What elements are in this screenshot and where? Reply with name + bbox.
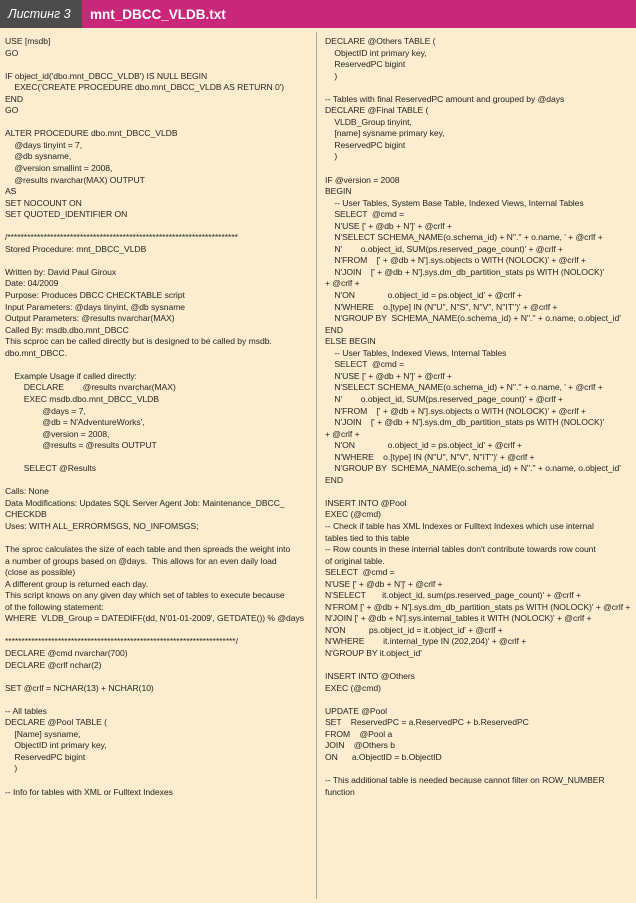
code-line: N'GROUP BY SCHEMA_NAME(o.schema_id) + N''.'' + o.name, o.object_id' — [325, 313, 621, 324]
code-line: DECLARE @results nvarchar(MAX) — [5, 382, 176, 393]
code-line: FROM @Pool a — [325, 728, 393, 739]
code-line: [name] sysname primary key, — [325, 128, 445, 139]
code-line: ) — [5, 763, 18, 774]
code-line: N'SELECT it.object_id, sum(ps.reserved_page_count)' + @crlf + — [325, 590, 581, 601]
code-line: DECLARE @crlf nchar(2) — [5, 659, 102, 670]
code-line — [5, 533, 312, 545]
code-line — [325, 82, 633, 94]
code-line: N'SELECT SCHEMA_NAME(o.schema_id) + N''.'' + o.name, ' + @crlf + — [325, 232, 603, 243]
code-line: EXEC (@cmd) — [325, 682, 381, 693]
code-line: DECLARE @Final TABLE ( — [325, 105, 429, 116]
code-line: @results nvarchar(MAX) OUTPUT — [5, 174, 145, 185]
code-line: -- This additional table is needed because cannot filter on ROW_NUMBER — [325, 775, 605, 785]
code-column-right — [317, 28, 636, 903]
code-line: END — [5, 93, 23, 104]
code-line: @db = N'AdventureWorks', — [5, 417, 145, 428]
code-line: This scproc can be called directly but is designed to be called by msdb. — [5, 336, 272, 347]
code-line: GO — [5, 105, 19, 116]
code-line: N'JOIN [' + @db + N'].sys.internal_tables it WITH (NOLOCK)' + @crlf + — [325, 613, 592, 624]
code-line: -- Info for tables with XML or Fulltext Indexes — [5, 786, 173, 797]
code-line: SET ReservedPC = a.ReservedPC + b.ReservedPC — [325, 717, 529, 728]
code-line: -- All tables — [5, 705, 47, 716]
code-line: Calls: None — [5, 486, 49, 497]
code-line — [5, 475, 312, 487]
code-line: This script knows on any given day which set of tables to execute because — [5, 590, 285, 601]
code-line: ON a.ObjectID = b.ObjectID — [325, 751, 442, 762]
code-line — [5, 255, 312, 267]
code-line: @days = 7, — [5, 405, 86, 416]
code-line: END — [325, 474, 343, 485]
code-line: END — [325, 324, 343, 335]
code-line: AS — [5, 186, 17, 197]
code-line: The sproc calculates the size of each table and then spreads the weight into — [5, 544, 291, 555]
code-line: N'GROUP BY it.object_id' — [325, 647, 422, 658]
code-line: Uses: WITH ALL_ERRORMSGS, NO_INFOMSGS; — [5, 520, 199, 531]
code-line: USE [msdb] — [5, 36, 51, 46]
code-line: DECLARE @cmd nvarchar(700) — [5, 647, 128, 658]
code-line: of the following statement: — [5, 601, 104, 612]
code-line — [5, 694, 312, 706]
listing-filename: mnt_DBCC_VLDB.txt — [90, 6, 226, 22]
code-line: INSERT INTO @Pool — [325, 497, 407, 508]
code-line — [5, 671, 312, 683]
listing-body — [0, 28, 636, 903]
code-line: of original table. — [325, 555, 385, 566]
code-line: N'WHERE it.internal_type IN (202,204)' + @crlf + — [325, 636, 527, 647]
code-line: function — [325, 786, 355, 797]
code-line: SELECT @Results — [5, 463, 96, 474]
code-line: N'JOIN [' + @db + N'].sys.dm_db_partition_stats ps WITH (NOLOCK)' — [325, 417, 605, 428]
code-line: SELECT @cmd = — [325, 209, 405, 220]
code-line: Stored Procedure: mnt_DBCC_VLDB — [5, 243, 147, 254]
code-line: N'ON o.object_id = ps.object_id' + @crlf + — [325, 440, 523, 451]
code-line: ) — [325, 151, 338, 162]
code-line: GO — [5, 47, 19, 58]
code-line: + @crlf + — [325, 428, 360, 439]
code-line: ALTER PROCEDURE dbo.mnt_DBCC_VLDB — [5, 128, 178, 139]
code-line: SET @crlf = NCHAR(13) + NCHAR(10) — [5, 682, 154, 693]
code-line: ReservedPC bigint — [5, 751, 86, 762]
code-line: ) — [325, 70, 338, 81]
code-line: N'WHERE o.[type] IN (N''U'', N''V'', N''IT'')' + @crlf + — [325, 451, 535, 462]
code-line — [325, 486, 633, 498]
code-line: tables tied to this table — [325, 532, 410, 543]
code-line: ReservedPC bigint — [325, 59, 406, 70]
code-line: **********************************************************************/ — [5, 636, 238, 647]
code-line — [325, 660, 633, 672]
code-line: EXEC (@cmd) — [325, 509, 381, 520]
code-line: JOIN @Others b — [325, 740, 395, 751]
code-line: SET QUOTED_IDENTIFIER ON — [5, 209, 128, 220]
code-line: Output Parameters: @results nvarchar(MAX) — [5, 313, 175, 324]
code-line: N'WHERE o.[type] IN (N''U'', N''S'', N''V'', N''IT'')' + @crlf + — [325, 301, 558, 312]
code-line: @days tinyint = 7, — [5, 139, 83, 150]
code-line: Called By: msdb.dbo.mnt_DBCC — [5, 324, 129, 335]
listing-number-tag: Листинг 3 — [0, 0, 82, 28]
code-line: IF @version = 2008 — [325, 174, 400, 185]
code-line — [5, 452, 312, 464]
code-line: ObjectID int primary key, — [5, 740, 107, 751]
code-line: N'USE [' + @db + N']' + @crlf + — [325, 220, 452, 231]
code-line: N'ON ps.object_id = it.object_id' + @crlf + — [325, 624, 503, 635]
code-line: IF object_id('dbo.mnt_DBCC_VLDB') IS NULL BEGIN — [5, 70, 208, 81]
code-line: N'USE [' + @db + N']' + @crlf + — [325, 578, 443, 589]
code-line: ReservedPC bigint — [325, 139, 406, 150]
code-line: -- User Tables, System Base Table, Indexed Views, Internal Tables — [325, 197, 584, 208]
code-line: /********************************************************************** — [5, 232, 238, 243]
code-line: VLDB_Group tinyint, — [325, 116, 412, 127]
code-line: N'FROM [' + @db + N'].sys.objects o WITH (NOLOCK)' + @crlf + — [325, 405, 586, 416]
code-line — [5, 117, 312, 129]
code-line: ELSE BEGIN — [325, 336, 376, 347]
code-line — [5, 359, 312, 371]
code-line: DECLARE @Pool TABLE ( — [5, 717, 107, 728]
code-line: ObjectID int primary key, — [325, 47, 427, 58]
code-line: SELECT @cmd = — [325, 359, 405, 370]
code-line: A different group is returned each day. — [5, 578, 148, 589]
code-line: WHERE VLDB_Group = DATEDIFF(dd, N'01-01-2009', GETDATE()) % @days — [5, 613, 304, 624]
code-line — [325, 163, 633, 175]
code-line: Example Usage if called directly: — [5, 370, 137, 381]
code-line: @db sysname, — [5, 151, 72, 162]
code-line: N'GROUP BY SCHEMA_NAME(o.schema_id) + N''.'' + o.name, o.object_id' — [325, 463, 621, 474]
code-line — [5, 59, 312, 71]
code-line: BEGIN — [325, 186, 352, 197]
code-line: INSERT INTO @Others — [325, 671, 415, 682]
code-line: N'FROM [' + @db + N'].sys.objects o WITH (NOLOCK)' + @crlf + — [325, 255, 586, 266]
code-line: UPDATE @Pool — [325, 705, 387, 716]
code-line: CHECKDB — [5, 509, 47, 520]
code-line: a number of groups based on @days. This allows for an even daily load — [5, 555, 277, 566]
code-line: EXEC('CREATE PROCEDURE dbo.mnt_DBCC_VLDB AS RETURN 0') — [5, 82, 285, 93]
code-line: (close as possible) — [5, 567, 76, 578]
code-line: SELECT @cmd = — [325, 567, 395, 578]
listing-header — [0, 0, 636, 28]
code-line: @version = 2008, — [5, 428, 110, 439]
code-line: -- Tables with final ReservedPC amount and grouped by @days — [325, 93, 565, 104]
code-line — [5, 625, 312, 637]
code-line: N'JOIN [' + @db + N'].sys.dm_db_partition_stats ps WITH (NOLOCK)' — [325, 266, 605, 277]
code-line — [325, 694, 633, 706]
code-line: N'SELECT SCHEMA_NAME(o.schema_id) + N''.'' + o.name, ' + @crlf + — [325, 382, 603, 393]
code-line: -- Row counts in these internal tables don't contribute towards row count — [325, 544, 596, 555]
code-line — [5, 221, 312, 233]
code-line: SET NOCOUNT ON — [5, 197, 82, 208]
code-line: [Name] sysname, — [5, 728, 81, 739]
code-line: Data Modifications: Updates SQL Server Agent Job: Maintenance_DBCC_ — [5, 497, 285, 508]
code-line: N'USE [' + @db + N']' + @crlf + — [325, 370, 452, 381]
code-line: N'ON o.object_id = ps.object_id' + @crlf + — [325, 290, 523, 301]
code-column-left — [0, 28, 316, 903]
code-line: N' o.object_id, SUM(ps.reserved_page_count)' + @crlf + — [325, 243, 564, 254]
code-line: -- Check if table has XML Indexes or Fulltext Indexes which use internal — [325, 520, 594, 531]
code-line: Input Parameters: @days tinyint, @db sysname — [5, 301, 186, 312]
code-line: EXEC msdb.dbo.mnt_DBCC_VLDB — [5, 393, 159, 404]
code-line: @results = @results OUTPUT — [5, 440, 157, 451]
code-line: -- User Tables, Indexed Views, Internal Tables — [325, 347, 507, 358]
code-line: + @crlf + — [325, 278, 360, 289]
code-line: DECLARE @Others TABLE ( — [325, 36, 436, 46]
code-line: N' o.object_id, SUM(ps.reserved_page_count)' + @crlf + — [325, 393, 564, 404]
code-line: @version smallint = 2008, — [5, 163, 113, 174]
code-line — [325, 763, 633, 775]
code-line: dbo.mnt_DBCC. — [5, 347, 67, 358]
code-line: Purpose: Produces DBCC CHECKTABLE script — [5, 290, 185, 301]
code-line: N'FROM [' + @db + N'].sys.dm_db_partition_stats ps WITH (NOLOCK)' + @crlf + — [325, 601, 631, 612]
code-line: Written by: David Paul Giroux — [5, 266, 117, 277]
code-line: Date: 04/2009 — [5, 278, 59, 289]
code-line — [5, 775, 312, 787]
